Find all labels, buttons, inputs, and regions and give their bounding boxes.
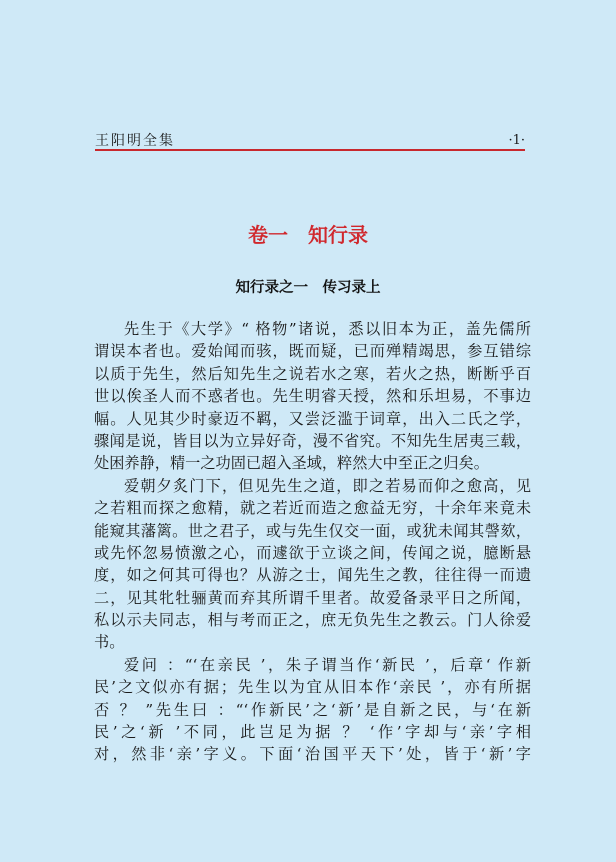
text-line: 骤闻是说，皆目以为立异好奇，漫不省究。不知先生居夷三载， bbox=[94, 431, 531, 450]
text-line: 处困养静，精一之功固已超入圣域，粹然大中至正之归矣。 bbox=[94, 454, 489, 473]
text-line: 先生于《大学》“ 格物”诸说，悉以旧本为正，盖先儒所 bbox=[124, 320, 531, 338]
volume-title: 卷一 知行录 bbox=[248, 223, 368, 247]
paragraph-dialogue bbox=[94, 654, 531, 766]
text-line: 世以俟圣人而不惑者也。先生明睿天授，然和乐坦易，不事边 bbox=[94, 387, 531, 406]
paragraph-disciple-note bbox=[94, 475, 531, 654]
running-header bbox=[95, 132, 525, 150]
text-line: 民’之‘新 ’不同，此岂足为据 ？ ‘作’字却与‘亲’字相 bbox=[94, 723, 531, 742]
text-line: 民’之文似亦有据；先生以为宜从旧本作‘亲民 ’，亦有所据 bbox=[94, 678, 531, 697]
section-title: 知行录之一 传习录上 bbox=[235, 280, 381, 296]
body-text bbox=[94, 318, 531, 766]
header-rule bbox=[95, 149, 525, 151]
paragraph-preface bbox=[94, 318, 531, 475]
text-line: 幅。人见其少时豪迈不羁，又尝泛滥于词章，出入二氏之学， bbox=[94, 409, 531, 428]
text-line: 私以示夫同志，相与考而正之，庶无负先生之教云。门人徐爱 bbox=[94, 611, 531, 630]
text-line: 能窥其藩篱。世之君子，或与先生仅交一面，或犹未闻其謦欬， bbox=[94, 521, 531, 540]
text-line: 或先怀忽易愤激之心，而遽欲于立谈之间，传闻之说，臆断悬 bbox=[94, 543, 531, 562]
text-line: 爱问 ：“‘在亲民 ’，朱子谓当作‘新民 ’，后章‘ 作新 bbox=[124, 655, 531, 674]
text-line: 谓误本者也。爱始闻而骇，既而疑，已而殚精竭思，参互错综 bbox=[94, 342, 531, 361]
text-line: 之若粗而探之愈精，就之若近而造之愈益无穷，十余年来竟未 bbox=[94, 499, 531, 518]
text-line: 度，如之何其可得也？从游之士，闻先生之教，往往得一而遗 bbox=[94, 566, 531, 585]
text-line: 以质于先生，然后知先生之说若水之寒，若火之热，断断乎百 bbox=[94, 364, 531, 383]
text-line: 否 ？ ”先生曰 ：“‘作新民’之‘新’是自新之民，与‘在新 bbox=[94, 700, 531, 719]
text-line: 书。 bbox=[94, 633, 125, 652]
text-line: 爱朝夕炙门下，但见先生之道，即之若易而仰之愈高，见 bbox=[124, 476, 531, 495]
book-title: 王阳明全集 bbox=[95, 133, 175, 149]
text-line: 对，然非‘亲’字义。下面‘治国平天下’处，皆于‘新’字 bbox=[94, 745, 531, 764]
text-line: 二，见其牝牡骊黄而弃其所谓千里者。故爱备录平日之所闻， bbox=[94, 588, 531, 607]
page-number: ·1· bbox=[508, 133, 525, 148]
